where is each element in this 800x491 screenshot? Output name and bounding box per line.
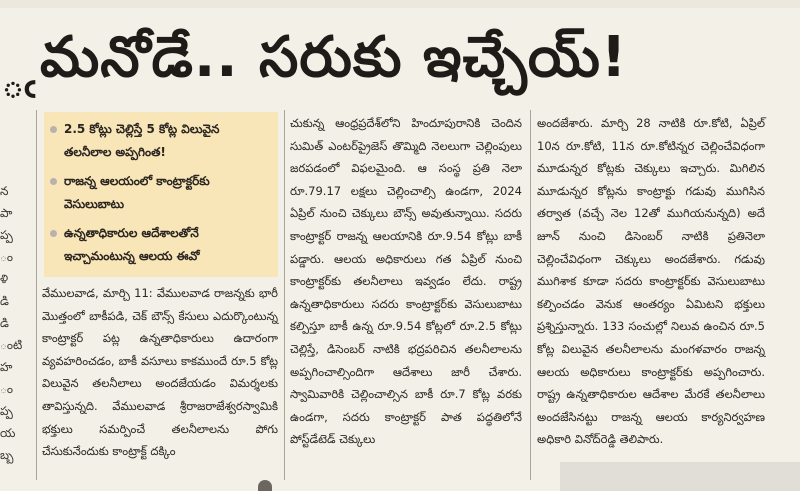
highlight-item bbox=[50, 118, 270, 164]
left-fragment: య bbox=[0, 426, 16, 440]
top-band bbox=[0, 0, 800, 8]
article-column-1 bbox=[42, 282, 278, 478]
left-fragment: డి bbox=[0, 294, 9, 308]
left-fragment: ప్ప bbox=[0, 228, 13, 242]
left-fragment: హ bbox=[0, 360, 13, 374]
highlight-text: 2.5 కోట్లు చెల్లిస్తే 5 కోట్ల విలువైన తలనీలాల అప్పగింత! bbox=[64, 122, 220, 159]
bullet-icon bbox=[50, 178, 57, 185]
left-fragment: డి bbox=[0, 316, 9, 330]
highlight-text: ఉన్నతాధికారుల ఆదేశాలతోనే ఇచ్చామంటున్న ఆలయ ఈవో bbox=[64, 226, 200, 263]
left-column-fragment bbox=[0, 180, 28, 462]
bullet-icon bbox=[50, 230, 57, 237]
headline: మనోడే.. సరుకు ఇచ్చేయ్! bbox=[40, 25, 628, 90]
article-text: చుకున్న ఆంధ్రప్రదేశ్‌లోని హిందూపురానికి చెందిన సుమిత్ ఎంటర్‌ప్రైజెస్ తొమ్మిది నెలలుగా చెల్లింపులు జరపడంలో విఫలమైంది. ఆ సంస్థ ప్రతి నెలా రూ.79.17 లక్షలు చెల్లించాల్సి ఉండగా, 2024 ఏప్రిల్ నుంచి చెక్కులు బౌన్స్ అవుతున్నాయి. సదరు కాంట్రాక్టర్ రాజన్న ఆలయానికి రూ.9.54 కోట్లు బాకీ పడ్డారు. ఆలయ అధికారులు గత ఏప్రిల్ నుంచి కాంట్రాక్టర్‌కు తలనీలాలు ఇవ్వడం లేదు. రాష్ట్ర ఉన్నతాధికారులు సదరు కాంట్రాక్టర్‌కు వెసులుబాటు కల్పిస్తూ బాకీ ఉన్న రూ.9.54 కోట్లలో రూ.2.5 కోట్లు చెల్లిస్తే, డిసెంబర్ నాటికి భద్రపరిచిన తలనీలాలను అప్పగించాల్సిందిగా ఆదేశాలు జారీ చేశారు. స్వామివారికి చెల్లించాల్సిన బాకీ రూ.7 కోట్ల వరకు ఉండగా, సదరు కాంట్రాక్టర్ పాత పద్ధతిలోనే పోస్ట్‌డేటెడ్ చెక్కులు bbox=[290, 116, 522, 447]
left-fragment: ళి bbox=[0, 272, 9, 286]
left-fragment: ం bbox=[0, 250, 14, 264]
page-bottom-mark bbox=[258, 480, 272, 491]
left-fragment: బ్బ bbox=[0, 448, 14, 462]
article-column-3 bbox=[537, 112, 765, 472]
highlight-text: రాజన్న ఆలయంలో కాంట్రాక్టర్‌కు వెసులుబాటు bbox=[64, 174, 210, 211]
left-fragment: న bbox=[0, 184, 9, 198]
left-fragment: ప్ప bbox=[0, 404, 13, 418]
article-text: వేములవాడ, మార్చి 11: వేములవాడ రాజన్నకు భారీ మొత్తంలో బాకీపడి, చెక్ బౌన్స్ కేసులు ఎదుర్కొంటున్న కాంట్రాక్టర్ పట్ల ఉన్నతాధికారులు ఉదారంగా వ్యవహరించడం, బాకీ వసూలు కాకముందే రూ.5 కోట్ల విలువైన తలనీలాలు అందజేయడం విమర్శలకు తావిస్తున్నది. వేములవాడ శ్రీరాజరాజేశ్వరస్వామికి భక్తులు సమర్పించే తలనీలాలను పోగు చేసుకునేందుకు కాంట్రాక్ట్ దక్కిం bbox=[42, 286, 278, 459]
column-divider bbox=[530, 110, 531, 480]
left-fragment: ంటి bbox=[0, 338, 23, 352]
column-divider bbox=[36, 110, 37, 480]
article-column-2 bbox=[290, 112, 522, 482]
highlights-box bbox=[44, 112, 278, 277]
highlight-item bbox=[50, 222, 270, 268]
left-fragment: పా bbox=[0, 206, 13, 220]
headline-lead-glyph: ఁ bbox=[2, 62, 36, 106]
highlight-item bbox=[50, 170, 270, 216]
left-fragment: ం bbox=[0, 382, 14, 396]
column-divider bbox=[284, 110, 285, 480]
bullet-icon bbox=[50, 126, 57, 133]
page-edge-shadow bbox=[560, 462, 800, 491]
article-text: అందజేశారు. మార్చి 28 నాటికి రూ.కోటి, ఏప్రిల్ 10న రూ.కోటి, 11న రూ.కోటిన్నర చెల్లించేవిధంగా మూడున్నర కోట్లకు చెక్కులు ఇచ్చారు. మిగిలిన మూడున్నర కోట్లను కాంట్రాక్టు గడువు ముగిసిన తర్వాత (వచ్చే నెల 12తో ముగియనున్నది) అదే జూన్ నుంచి డిసెంబర్ నాటికి ప్రతినెలా చెల్లించేవిధంగా చెక్కులు అందజేశారు. గడువు ముగిశాక కూడా సదరు కాంట్రాక్టర్‌కు వెసులుబాటు కల్పించడం వెనుక ఆంతర్యం ఏమిటని భక్తులు ప్రశ్నిస్తున్నారు. 133 సంచుల్లో నిలువ ఉంచిన రూ.5 కోట్ల విలువైన తలనీలాలను మంగళవారం రాజన్న ఆలయ అధికారులు కాంట్రాక్టర్‌కు అప్పగించారు. రాష్ట్ర ఉన్నతాధికారుల ఆదేశాల మేరకే తలనీలాలు అందజేసినట్టు రాజన్న ఆలయ కార్యనిర్వహణ అధికారి వినోద్‌రెడ్డి తెలిపారు. bbox=[537, 116, 765, 447]
